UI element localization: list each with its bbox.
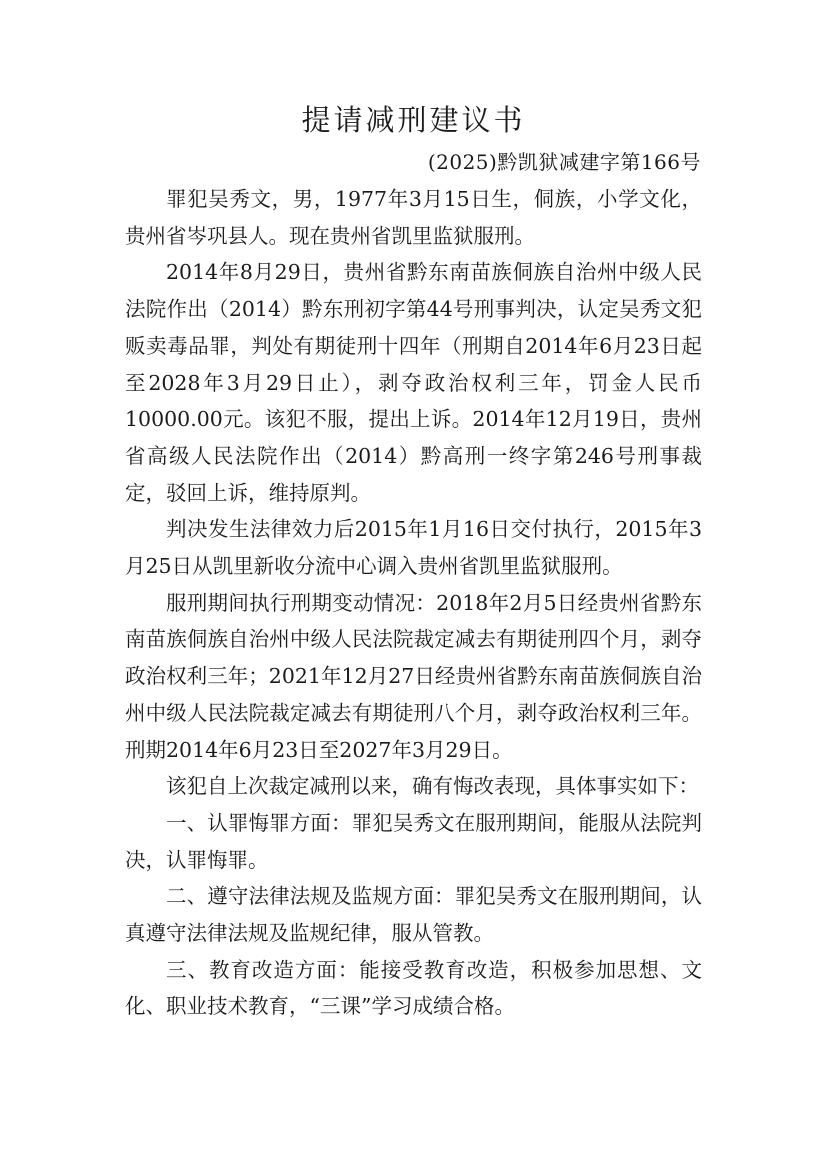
paragraph-remorse: 一、认罪悔罪方面：罪犯吴秀文在服刑期间，能服从法院判决，认罪悔罪。: [125, 810, 702, 872]
paragraph-execution: 判决发生法律效力后2015年1月16日交付执行，2015年3月25日从凯里新收分流中心调入贵州省凯里监狱服刑。: [125, 517, 702, 579]
paragraph-facts-intro: 该犯自上次裁定减刑以来，确有悔改表现，具体事实如下：: [166, 774, 699, 799]
paragraph-criminal-info: 罪犯吴秀文，男，1977年3月15日生，侗族，小学文化，贵州省岑巩县人。现在贵州省凯里监狱服刑。: [125, 187, 702, 248]
document-body: [125, 181, 702, 1025]
paragraph-education: 三、教育改造方面：能接受教育改造，积极参加思想、文化、职业技术教育，“三课”学习成绩合格。: [125, 957, 702, 1019]
document-title: 提请减刑建议书: [301, 103, 526, 137]
paragraph-original-judgment: 2014年8月29日，贵州省黔东南苗族侗族自治州中级人民法院作出（2014）黔东刑初字第44号刑事判决，认定吴秀文犯贩卖毒品罪，判处有期徒刑十四年（刑期自2014年6月23日起至2028年3月29日止），剥夺政治权利三年，罚金人民币10000.00元。该犯不服，提出上诉。2014年12月19日，贵州省高级人民法院作出（2014）黔高刑一终字第246号刑事裁定，驳回上诉，维持原判。: [125, 260, 702, 505]
paragraph-discipline: 二、遵守法律法规及监规方面：罪犯吴秀文在服刑期间，认真遵守法律法规及监规纪律，服从管教。: [125, 884, 702, 946]
paragraph-sentence-changes: 服刑期间执行刑期变动情况：2018年2月5日经贵州省黔东南苗族侗族自治州中级人民法院裁定减去有期徒刑四个月，剥夺政治权利三年；2021年12月27日经贵州省黔东南苗族侗族自治州中级人民法院裁定减去有期徒刑八个月，剥夺政治权利三年。刑期2014年6月23日至2027年3月29日。: [125, 590, 702, 762]
document-number: (2025)黔凯狱减建字第166号: [427, 150, 701, 174]
